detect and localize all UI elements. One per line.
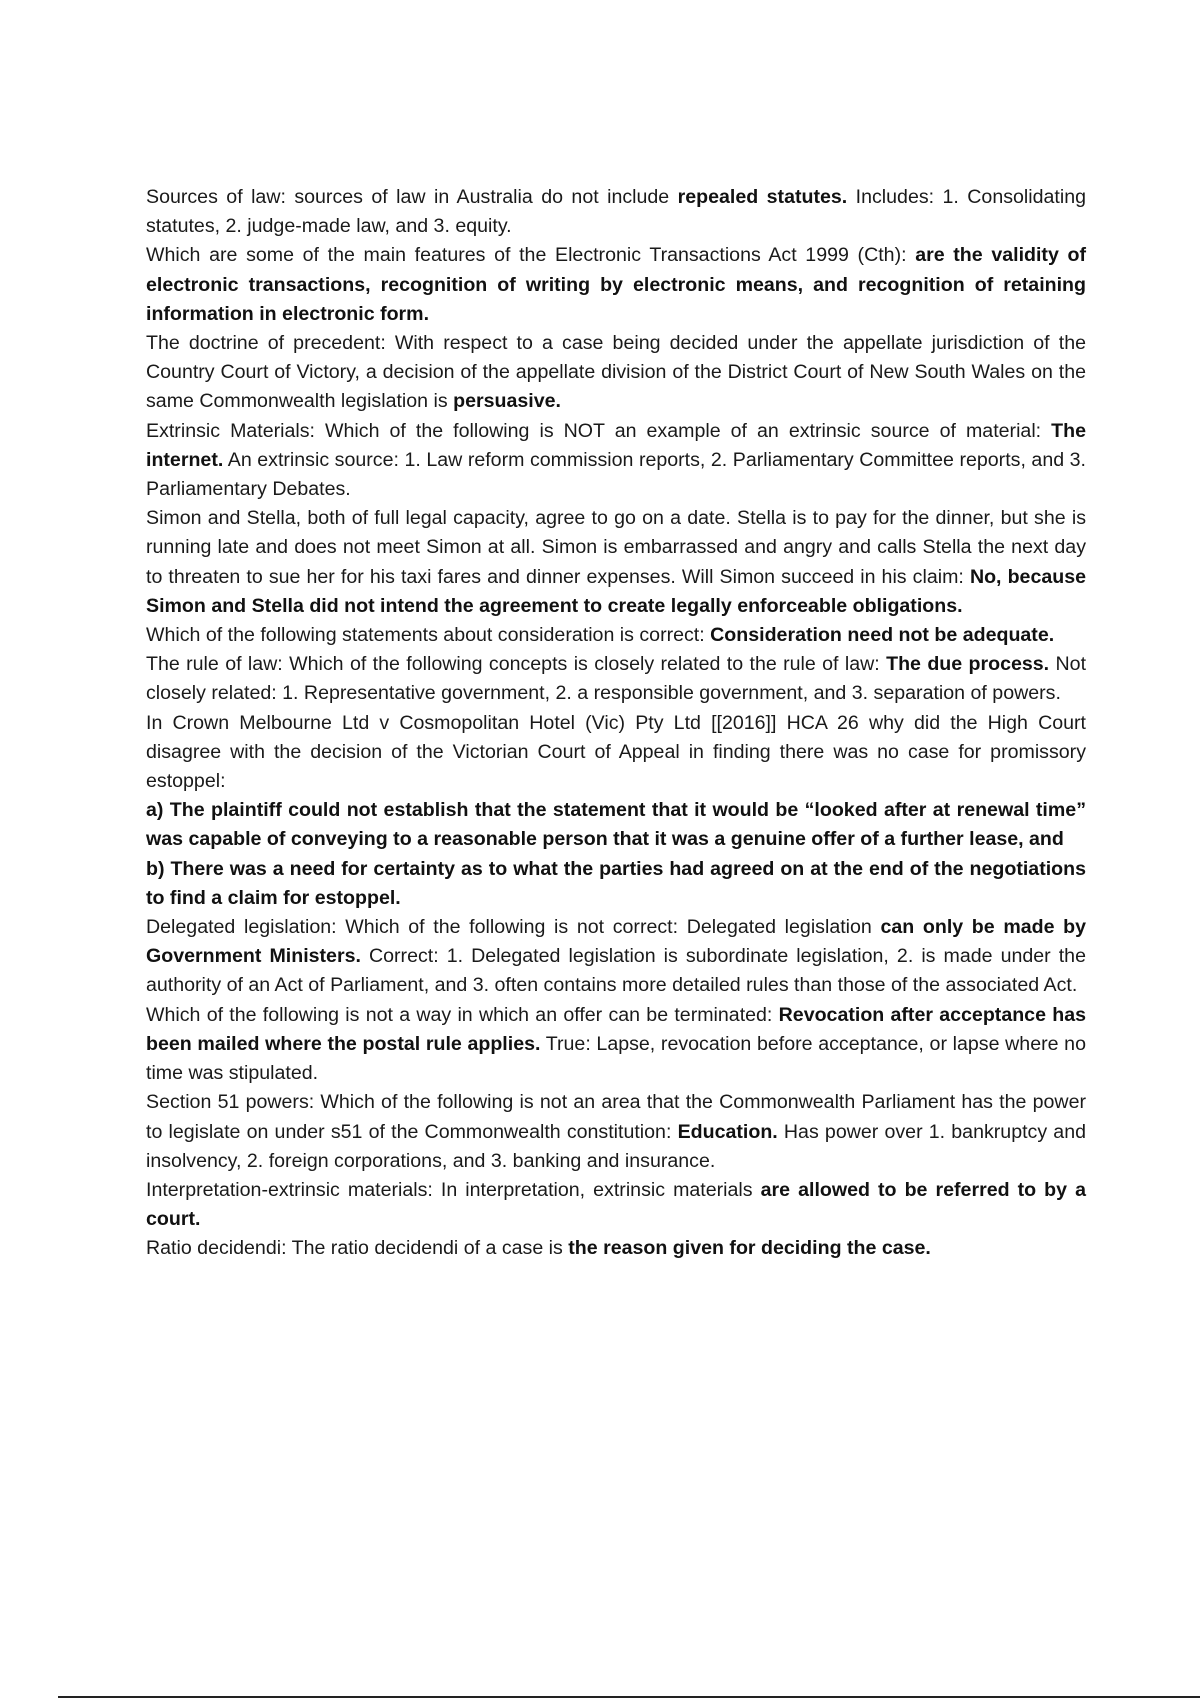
paragraph-consideration	[146, 621, 1086, 650]
paragraph-delegated-legislation	[146, 913, 1086, 1001]
text-segment: The rule of law: Which of the following concepts is closely related to the rule of law:	[146, 653, 887, 676]
text-segment: Interpretation-extrinsic materials: In interpretation, extrinsic materials	[146, 1178, 761, 1201]
bold-answer: are the validity of electronic transactions, recognition of writing by electronic means, and recognition of retaining information in electronic form.	[146, 244, 1086, 325]
text-segment: Sources of law: sources of law in Australia do not include	[146, 186, 678, 208]
bold-answer: No, because Simon and Stella did not intend the agreement to create legally enforceable obligations.	[146, 565, 1087, 617]
text-segment: Includes: 1. Consolidating statutes, 2. judge-made law, and 3. equity.	[146, 186, 1087, 238]
bold-answer: the reason given for deciding the case.	[568, 1237, 931, 1260]
text-segment: Correct: 1. Delegated legislation is subordinate legislation, 2. is made under the authority of an Act of Parliament, and 3. often contains more detailed rules than those of the associated Act.	[146, 945, 1086, 997]
text-segment: Which of the following statements about consideration is correct:	[146, 624, 711, 647]
text-segment: Simon and Stella, both of full legal capacity, agree to go on a date. Stella is to pay for the dinner, but she is running late and does not meet Simon at all. Simon is embarrassed and angry and calls Stella the next day to threaten to sue her for his taxi fares and dinner expenses. Will Simon succeed in his claim:	[146, 507, 1086, 588]
bold-answer: a) The plaintiff could not establish that the statement that it would be “looked after at renewal time” was capable of conveying to a reasonable person that it was a genuine offer of a further lease, and	[146, 799, 1086, 851]
text-segment: Has power over 1. bankruptcy and insolvency, 2. foreign corporations, and 3. banking and insurance.	[146, 1120, 1086, 1172]
paragraph-interpretation-extrinsic	[146, 1176, 1086, 1234]
text-segment: Which of the following is not a way in which an offer can be terminated:	[146, 1003, 779, 1026]
paragraph-section-51-powers	[146, 1088, 1086, 1176]
paragraph-sources-of-law	[146, 183, 1086, 241]
bold-answer: are allowed to be referred to by a court.	[146, 1178, 1086, 1231]
paragraph-simon-and-stella	[146, 504, 1086, 621]
text-segment: Not closely related: 1. Representative government, 2. a responsible government, and 3. separation of powers.	[146, 653, 1087, 705]
bold-answer: can only be made by Government Ministers.	[146, 916, 1087, 968]
bold-answer: The internet.	[146, 419, 1086, 471]
text-segment: Ratio decidendi: The ratio decidendi of a case is	[146, 1237, 569, 1260]
paragraph-extrinsic-materials	[146, 417, 1086, 505]
bold-answer: repealed statutes.	[677, 186, 848, 208]
footer-divider	[58, 1696, 1200, 1698]
bold-answer: Education.	[677, 1120, 778, 1143]
paragraph-doctrine-of-precedent	[146, 329, 1086, 417]
text-segment: An extrinsic source: 1. Law reform commission reports, 2. Parliamentary Committee reports, and 3. Parliamentary Debates.	[146, 448, 1086, 501]
paragraph-crown-melbourne	[146, 709, 1086, 797]
text-segment: True: Lapse, revocation before acceptance, or lapse where no time was stipulated.	[146, 1032, 1086, 1085]
text-segment: Extrinsic Materials: Which of the following is NOT an example of an extrinsic source of material:	[146, 419, 1052, 442]
bold-answer: b) There was a need for certainty as to what the parties had agreed on at the end of the negotiations to find a claim for estoppel.	[146, 857, 1086, 909]
text-segment: In Crown Melbourne Ltd v Cosmopolitan Hotel (Vic) Pty Ltd [[2016]] HCA 26 why did the High Court disagree with the decision of the Victorian Court of Appeal in finding there was no case for promissory estoppel:	[146, 711, 1086, 793]
paragraph-electronic-transactions	[146, 241, 1086, 329]
bold-answer: Consideration need not be adequate.	[710, 624, 1055, 647]
document-body	[146, 183, 1086, 1264]
bold-answer: The due process.	[886, 653, 1050, 676]
bold-answer: Revocation after acceptance has been mailed where the postal rule applies.	[146, 1003, 1086, 1055]
text-segment: Section 51 powers: Which of the following is not an area that the Commonwealth Parliament has the power to legislate on under s51 of the Commonwealth constitution:	[146, 1091, 1086, 1143]
text-segment: The doctrine of precedent: With respect to a case being decided under the appellate jurisdiction of the Country Court of Victory, a decision of the appellate division of the District Court of New South Wales on the same Commonwealth legislation is	[146, 332, 1086, 413]
paragraph-crown-answer-a	[146, 796, 1086, 854]
paragraph-offer-termination	[146, 1001, 1086, 1089]
text-segment: Which are some of the main features of the Electronic Transactions Act 1999 (Cth):	[146, 244, 916, 267]
text-segment: Delegated legislation: Which of the following is not correct: Delegated legislation	[146, 916, 881, 939]
paragraph-ratio-decidendi	[146, 1234, 1086, 1263]
bold-answer: persuasive.	[453, 390, 561, 413]
paragraph-crown-answer-b	[146, 855, 1086, 913]
paragraph-rule-of-law	[146, 650, 1086, 708]
